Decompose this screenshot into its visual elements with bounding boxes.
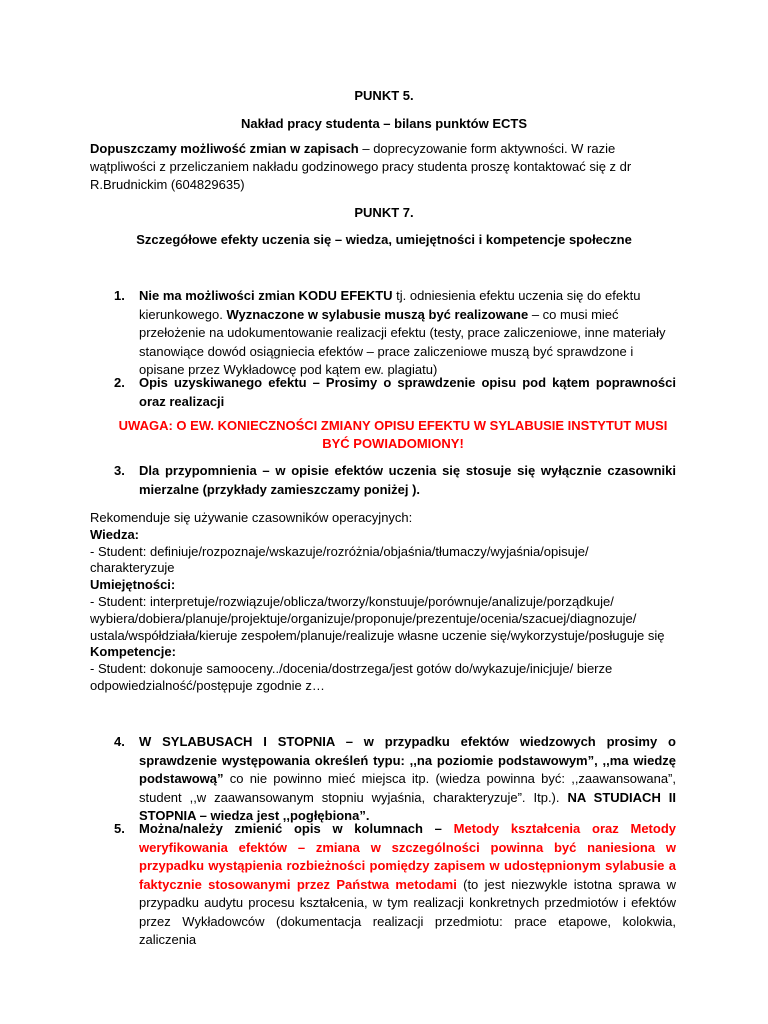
item1-text2: – co musi mieć przełożenie na udokumentowanie realizacji efektu (testy, prace zaliczeniowe, inne materiały stanowiące dowód osiągniecia efektów – prace zaliczeniowe muszą być sprawdzone i opisane przez Wykładowcę pod kątem ew. plagiatu) xyxy=(139,306,666,377)
item5-text xyxy=(139,820,676,950)
item3-number: 3. xyxy=(114,463,125,478)
item5-text1: (to jest niezwykle istotna sprawa w przypadku audytu procesu kształcenia, w tym realizacji konkretnych przedmiotów i efektów przez Wykładowców (dokumentacja realizacji przedmiotu: prace etapowe, kolokwia, zaliczenia xyxy=(139,876,676,947)
item4-text xyxy=(139,733,676,826)
item1-text1: tj. odniesienia efektu uczenia się do efektu kierunkowego. xyxy=(139,288,641,322)
item5-red1: Metody kształcenia oraz Metody weryfikowania efektów xyxy=(139,821,676,855)
punkt7-title: Szczegółowe efekty uczenia się – wiedza, umiejętności i kompetencje społeczne xyxy=(136,232,632,247)
item1-bold2: Wyznaczone w sylabusie muszą być realizowane xyxy=(226,306,529,322)
item1-bold1: Nie ma możliwości zmian KODU EFEKTU xyxy=(139,288,393,303)
item5-number: 5. xyxy=(114,821,125,836)
punkt5-title: Nakład pracy studenta – bilans punktów ECTS xyxy=(240,116,528,131)
item2-text: Opis uzyskiwanego efektu – Prosimy o sprawdzenie opisu pod kątem poprawności oraz realizacji xyxy=(139,375,676,409)
punkt7-heading: PUNKT 7. xyxy=(354,205,414,220)
item5-bold1: Można/należy zmienić opis w kolumnach – xyxy=(139,821,454,836)
item4-number: 4. xyxy=(114,734,125,749)
umiejetnosci-text: - Student: interpretuje/rozwiązuje/oblicza/tworzy/konstuuje/porównuje/analizuje/porządkuje/ wybiera/dobiera/planuje/projektuje/organizuje/proponuje/prezentuje/ocenia/szacuej/diagnozuje/ ustala/współdziała/kieruje zespołem/planuje/realizuje własne uczenie się/wykorzystuje/posługuje się xyxy=(90,593,665,643)
item3-text: Dla przypomnienia – w opisie efektów uczenia się stosuje się wyłącznie czasowniki mierzalne (przykłady zamieszczamy poniżej ). xyxy=(139,463,676,497)
item1-text xyxy=(139,287,676,380)
warning-text: UWAGA: O EW. KONIECZNOŚCI ZMIANY OPISU EFEKTU W SYLABUSIE INSTYTUT MUSI BYĆ POWIADOMIONY! xyxy=(118,418,668,451)
item1-number: 1. xyxy=(114,288,125,303)
kompetencje-text: - Student: dokonuje samooceny../docenia/dostrzega/jest gotów do/wykazuje/inicjuje/ bierze odpowiedzialność/postępuje zgodnie z… xyxy=(90,661,613,693)
umiejetnosci-label: Umiejętności: xyxy=(90,577,176,593)
item2-number: 2. xyxy=(114,375,125,390)
punkt5-paragraph xyxy=(90,140,676,194)
item4-text1: co nie powinno mieć miejsca itp. (wiedza powinna być: ,,zaawansowana”, student ,,w zaawansowanym stopniu wyjaśnia, charakteryzuje”. Itp.). xyxy=(139,771,676,805)
kompetencje-label: Kompetencje: xyxy=(90,644,176,660)
item5-red2: zmiana w szczególności powinna być naniesiona w przypadku wystąpienia rozbieżności pomiędzy zapisem w udostępnionym sylabusie a faktycznie stosowanymi przez Państwa metodami xyxy=(139,839,676,892)
verbs-intro: Rekomenduje się używanie czasowników operacyjnych: xyxy=(90,510,413,525)
punkt5-para-rest: – doprecyzowanie form aktywności. W razie wątpliwości z przeliczaniem nakładu godzinowego pracy studenta proszę kontaktować się z dr R.Brudnickim (604829635) xyxy=(90,141,632,192)
item4-bold1: W SYLABUSACH I STOPNIA – w przypadku efektów wiedzowych prosimy o sprawdzenie występowania określeń typu: ,,na poziomie podstawowym”, ,,ma wiedzę podstawową” xyxy=(139,734,676,786)
verbs-block xyxy=(90,510,676,695)
punkt5-para-bold: Dopuszczamy możliwość zmian w zapisach xyxy=(90,141,359,156)
punkt5-heading: PUNKT 5. xyxy=(354,88,414,103)
wiedza-text: - Student: definiuje/rozpoznaje/wskazuje/rozróżnia/objaśnia/tłumaczy/wyjaśnia/opisuje/ charakteryzuje xyxy=(90,543,589,576)
item4-bold2: NA STUDIACH II STOPNIA – wiedza jest ,,pogłębiona”. xyxy=(139,789,677,823)
item5-bold2: – xyxy=(287,839,316,855)
wiedza-label: Wiedza: xyxy=(90,526,139,542)
